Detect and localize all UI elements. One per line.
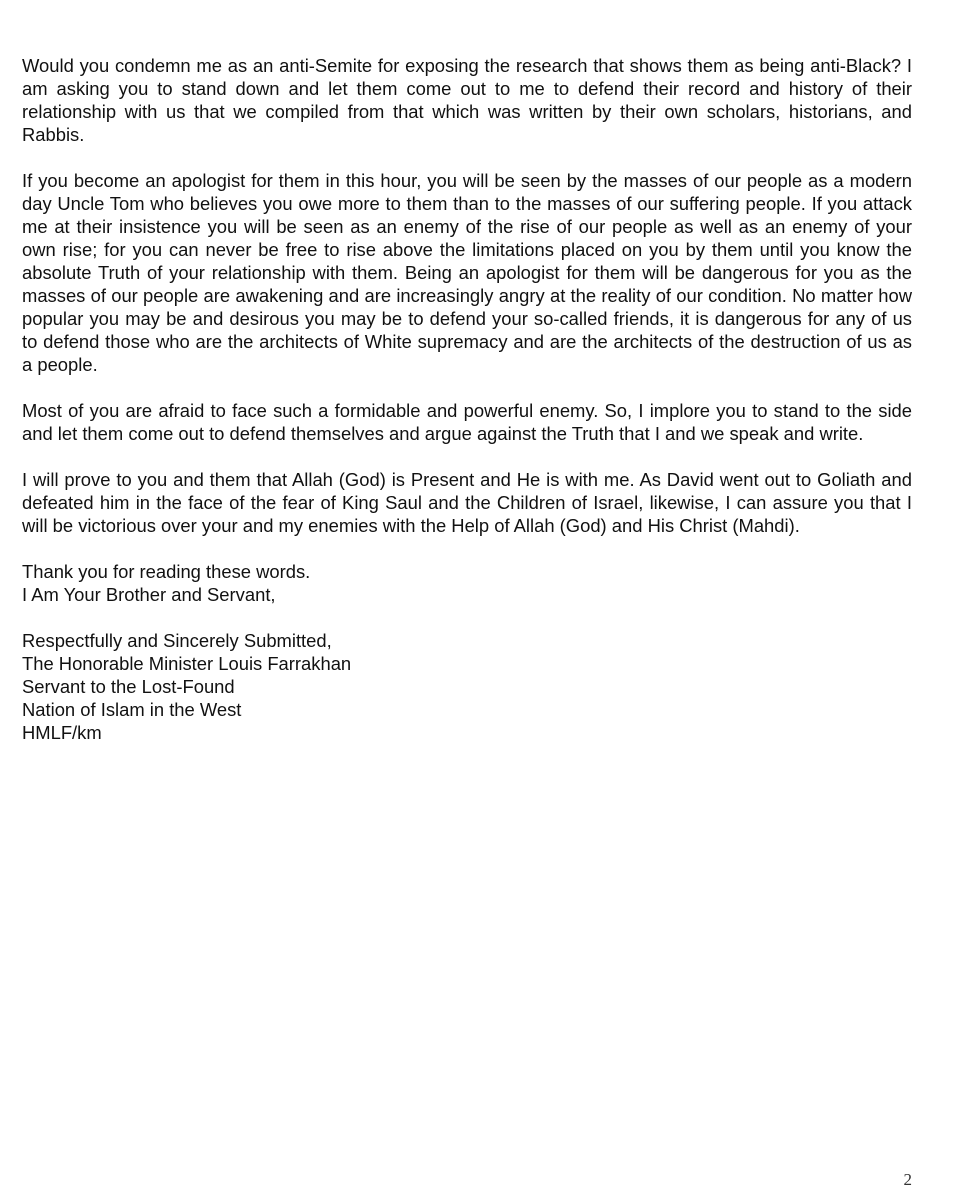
letter-page xyxy=(22,54,912,767)
closing-line-thanks: Thank you for reading these words. xyxy=(22,561,311,582)
signature-line-initials: HMLF/km xyxy=(22,722,102,743)
paragraph-2: If you become an apologist for them in this hour, you will be seen by the masses of our people as a modern day Uncle Tom who believes you owe more to them than to the masses of our suffering people. If you attack me at their insistence you will be seen as an enemy of the rise of our people as well as an enemy of your own rise; for you can never be free to rise above the limitations placed on you by them until you know the absolute Truth of your relationship with them. Being an apologist for them will be dangerous for you as the masses of our people are awakening and are increasingly angry at the reality of our condition. No matter how popular you may be and desirous you may be to defend your so-called friends, it is dangerous for any of us to defend those who are the architects of White supremacy and are the architects of the destruction of us as a people. xyxy=(22,170,912,375)
page-number: 2 xyxy=(903,1170,912,1189)
paragraph-4: I will prove to you and them that Allah (God) is Present and He is with me. As David went out to Goliath and defeated him in the face of the fear of King Saul and the Children of Israel, likewise, I can assure you that I will be victorious over your and my enemies with the Help of Allah (God) and His Christ (Mahdi). xyxy=(22,469,912,536)
closing-line-brother: I Am Your Brother and Servant, xyxy=(22,584,276,605)
signature-line-name: The Honorable Minister Louis Farrakhan xyxy=(22,653,352,674)
signature-block xyxy=(22,629,912,744)
signature-line-nation: Nation of Islam in the West xyxy=(22,699,242,720)
paragraph-1: Would you condemn me as an anti-Semite for exposing the research that shows them as being anti-Black? I am asking you to stand down and let them come out to me to defend their record and history of their relationship with us that we compiled from that which was written by their own scholars, historians, and Rabbis. xyxy=(22,55,912,145)
signature-line-submitted: Respectfully and Sincerely Submitted, xyxy=(22,630,332,651)
signature-line-title: Servant to the Lost-Found xyxy=(22,676,235,697)
paragraph-3: Most of you are afraid to face such a formidable and powerful enemy. So, I implore you to stand to the side and let them come out to defend themselves and argue against the Truth that I and we speak and write. xyxy=(22,400,912,444)
closing-block xyxy=(22,560,912,606)
